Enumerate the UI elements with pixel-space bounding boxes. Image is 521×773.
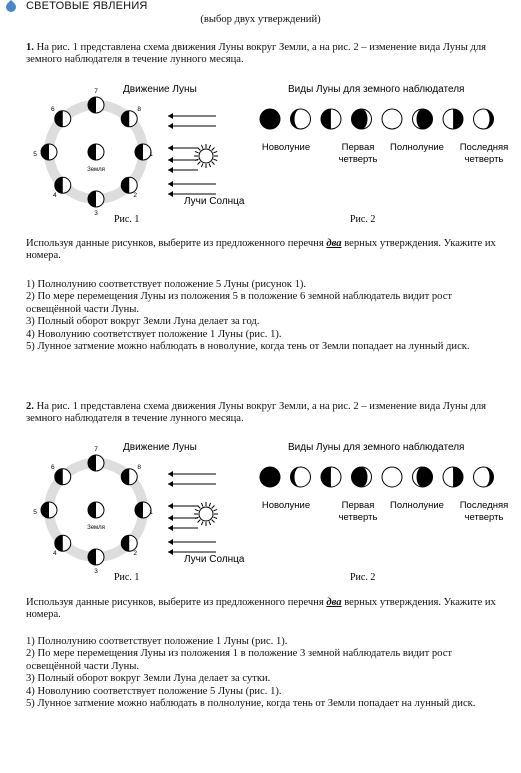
moon-phase-icon: [474, 467, 494, 487]
moon-phase-icon: [291, 467, 311, 487]
phase-label: Новолуние: [261, 500, 311, 511]
moon-phase-icon: [382, 467, 402, 487]
orbit-title: Движение Луны: [123, 84, 197, 95]
position-label: 1: [149, 509, 153, 516]
moon-phase-icon: [321, 467, 341, 487]
position-label: 8: [137, 105, 142, 113]
arrow-head-icon: [168, 525, 173, 531]
moon-phase-icon: [260, 109, 280, 129]
phase-label: Последняя четверть: [459, 142, 509, 165]
moon-phase-icon: [413, 109, 433, 129]
position-label: 6: [50, 105, 55, 113]
moon-position-icon: [121, 111, 137, 127]
position-label: 3: [94, 568, 98, 575]
moon-position-icon: [88, 97, 104, 113]
position-label: 6: [50, 463, 55, 471]
question-body: На рис. 1 представлена схема движения Луны вокруг Земли, а на рис. 2 – изменение вида Луны для земного наблюдателя в течение лунного месяца.: [26, 42, 487, 66]
position-label: 1: [149, 151, 153, 158]
arrow-head-icon: [168, 503, 173, 509]
moon-phase-icon: [352, 467, 372, 487]
position-label: 4: [52, 192, 57, 200]
moon-position-icon: [55, 111, 71, 127]
moon-position-icon: [121, 177, 137, 193]
option-1[interactable]: 1) Полнолунию соответствует положение 5 Луны (рисунок 1).: [26, 279, 307, 290]
moon-position-icon: [121, 469, 137, 485]
phase-label: Полнолуние: [390, 500, 444, 511]
moon-position-icon: [55, 535, 71, 551]
moon-position-icon: [88, 549, 104, 565]
arrow-head-icon: [168, 481, 173, 487]
option-5[interactable]: 5) Лунное затмение можно наблюдать в новолуние, когда тень от Земли попадает на лунный диск.: [26, 341, 470, 353]
position-label: 2: [133, 550, 138, 558]
option-4[interactable]: 4) Новолунию соответствует положение 5 Луны (рис. 1).: [26, 685, 282, 697]
arrow-head-icon: [168, 539, 173, 545]
position-label: 7: [94, 88, 98, 95]
sun-icon: [194, 502, 218, 526]
phase-label: Последняя четверть: [459, 500, 509, 523]
moon-phase-icon: [443, 467, 463, 487]
moon-orbit-diagram-1: [26, 80, 509, 230]
arrow-head-icon: [168, 123, 173, 129]
earth-icon: [88, 144, 104, 160]
moon-orbit-diagram-2: [26, 438, 509, 588]
moon-position-icon: [41, 144, 57, 160]
moon-phase-icon: [352, 109, 372, 129]
arrow-head-icon: [168, 549, 173, 555]
question-number: 2.: [26, 401, 34, 412]
option-3[interactable]: 3) Полный оборот вокруг Земли Луна делает за сутки.: [26, 673, 271, 685]
question-2-text: [26, 401, 496, 426]
arrow-head-icon: [168, 515, 173, 521]
earth-label: Земля: [87, 167, 105, 173]
arrow-head-icon: [168, 113, 173, 119]
page-title: СВЕТОВЫЕ ЯВЛЕНИЯ: [26, 0, 148, 12]
question-body: На рис. 1 представлена схема движения Луны вокруг Земли, а на рис. 2 – изменение вида Луны для земного наблюдателя в течение лунного месяца.: [26, 401, 487, 425]
moon-position-icon: [88, 191, 104, 207]
position-label: 7: [94, 446, 98, 453]
position-label: 4: [52, 550, 57, 558]
moon-phase-icon: [291, 109, 311, 129]
phase-label: Новолуние: [261, 142, 311, 153]
moon-phase-icon: [474, 109, 494, 129]
moon-position-icon: [88, 455, 104, 471]
page-subtitle: (выбор двух утверждений): [200, 14, 321, 25]
phases-title: Виды Луны для земного наблюдателя: [288, 84, 465, 95]
figure-2-caption: Рис. 2: [350, 214, 376, 225]
figure-1-caption: Рис. 1: [114, 572, 140, 583]
sun-icon: [194, 144, 218, 168]
phase-label: Полнолуние: [390, 142, 444, 153]
arrow-head-icon: [168, 145, 173, 151]
sun-rays-label: Лучи Солнца: [184, 196, 245, 207]
phase-label: Первая четверть: [338, 142, 378, 165]
moon-position-icon: [55, 469, 71, 485]
arrow-head-icon: [168, 181, 173, 187]
position-label: 5: [33, 151, 37, 158]
phases-title: Виды Луны для земного наблюдателя: [288, 442, 465, 453]
arrow-head-icon: [168, 167, 173, 173]
arrow-head-icon: [168, 191, 173, 197]
question-2-instruction: Используя данные рисунков, выберите из предложенного перечня два верных утверждения. Укажите их номера.: [26, 597, 496, 621]
question-1-options: [26, 279, 496, 353]
question-2-figures: [26, 438, 509, 588]
question-1-text: [26, 42, 496, 67]
earth-label: Земля: [87, 525, 105, 531]
moon-position-icon: [55, 177, 71, 193]
question-1-figures: [26, 80, 509, 230]
moon-phase-icon: [260, 467, 280, 487]
option-1[interactable]: 1) Полнолунию соответствует положение 1 Луны (рис. 1).: [26, 636, 288, 647]
option-3[interactable]: 3) Полный оборот вокруг Земли Луна делает за год.: [26, 316, 260, 328]
position-label: 5: [33, 509, 37, 516]
question-1-instruction: Используя данные рисунков, выберите из предложенного перечня два верных утверждения. Укажите их номера.: [26, 238, 496, 262]
figure-1-caption: Рис. 1: [114, 214, 140, 225]
moon-phase-icon: [443, 109, 463, 129]
option-4[interactable]: 4) Новолунию соответствует положение 1 Луны (рис. 1).: [26, 328, 282, 340]
moon-position-icon: [41, 502, 57, 518]
question-number: 1.: [26, 42, 34, 53]
moon-phase-icon: [413, 467, 433, 487]
moon-phase-icon: [382, 109, 402, 129]
position-label: 3: [94, 210, 98, 217]
earth-icon: [88, 502, 104, 518]
position-label: 8: [137, 463, 142, 471]
moon-phase-icon: [321, 109, 341, 129]
phase-label: Первая четверть: [338, 500, 378, 523]
option-5[interactable]: 5) Лунное затмение можно наблюдать в полнолуние, когда тень от Земли попадает на лунный диск.: [26, 698, 476, 710]
arrow-head-icon: [168, 471, 173, 477]
moon-position-icon: [121, 535, 137, 551]
orbit-title: Движение Луны: [123, 442, 197, 453]
figure-2-caption: Рис. 2: [350, 572, 376, 583]
position-label: 2: [133, 192, 138, 200]
option-2[interactable]: 2) По мере перемещения Луны из положения 5 в положение 6 земной наблюдатель видит рост освещённой части Луны.: [26, 291, 453, 315]
arrow-head-icon: [168, 157, 173, 163]
question-2-options: [26, 636, 496, 710]
sun-rays-label: Лучи Солнца: [184, 554, 245, 565]
option-2[interactable]: 2) По мере перемещения Луны из положения 1 в положение 3 земной наблюдатель видит рост освещённой части Луны.: [26, 648, 453, 672]
